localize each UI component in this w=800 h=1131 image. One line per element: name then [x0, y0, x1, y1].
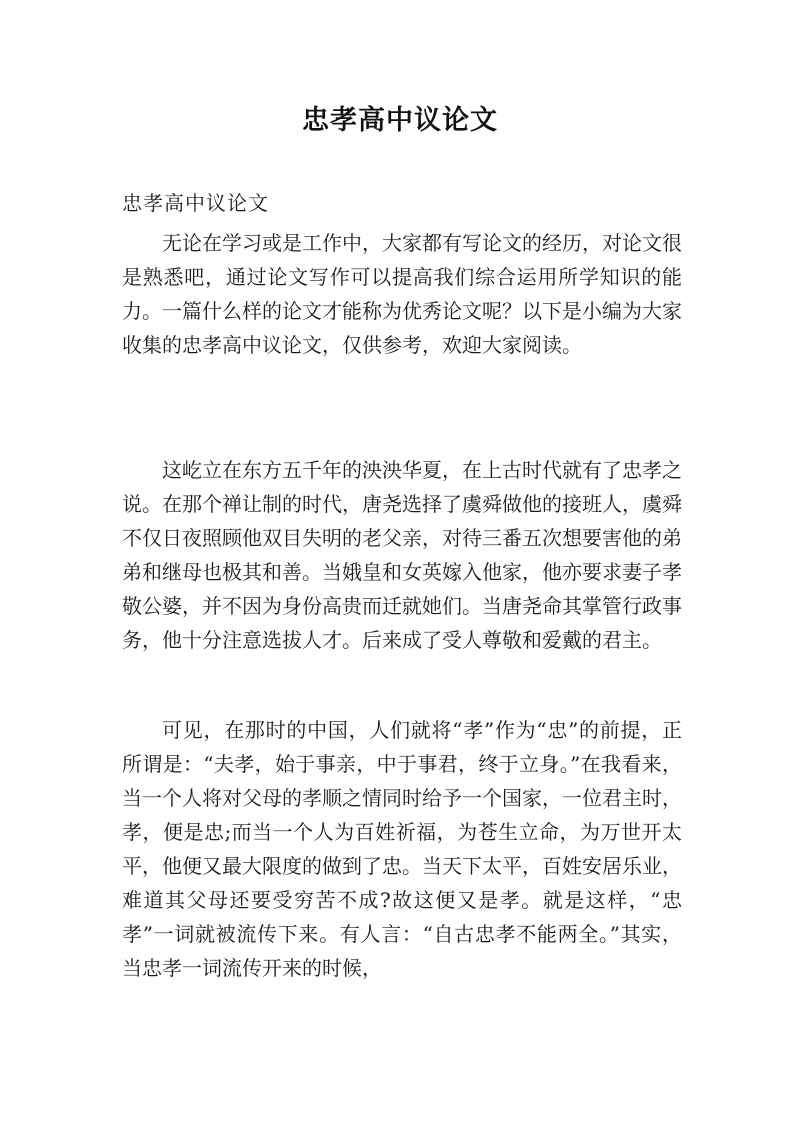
document-title: 忠孝高中议论文	[302, 105, 498, 136]
paragraph-shun-story: 这屹立在东方五千年的泱泱华夏，在上古时代就有了忠孝之说。在那个禅让制的时代，唐尧选择了虞舜做他的接班人，虞舜不仅日夜照顾他双目失明的老父亲，对待三番五次想要害他的弟弟和继母也极其和善。当娥皇和女英嫁入他家，他亦要求妻子孝敬公婆，并不因为身份高贵而迁就她们。当唐尧命其掌管行政事务，他十分注意选拔人才。后来成了受人尊敬和爱戴的君主。	[122, 458, 682, 652]
document-subtitle: 忠孝高中议论文	[122, 191, 269, 215]
paragraph-intro: 无论在学习或是工作中，大家都有写论文的经历，对论文很是熟悉吧，通过论文写作可以提高我们综合运用所学知识的能力。一篇什么样的论文才能称为优秀论文呢？以下是小编为大家收集的忠孝高中议论文，仅供参考，欢迎大家阅读。	[122, 231, 682, 357]
paragraph-loyalty-filial: 可见，在那时的中国，人们就将“孝”作为“忠”的前提，正所谓是：“夫孝，始于事亲，中于事君，终于立身。”在我看来，当一个人将对父母的孝顺之情同时给予一个国家，一位君主时，孝，便是忠;而当一个人为百姓祈福，为苍生立命，为万世开太平，他便又最大限度的做到了忠。当天下太平，百姓安居乐业，难道其父母还要受穷苦不成?故这便又是孝。就是这样，“忠孝”一词就被流传下来。有人言：“自古忠孝不能两全。”其实，当忠孝一词流传开来的时候，	[122, 718, 682, 980]
